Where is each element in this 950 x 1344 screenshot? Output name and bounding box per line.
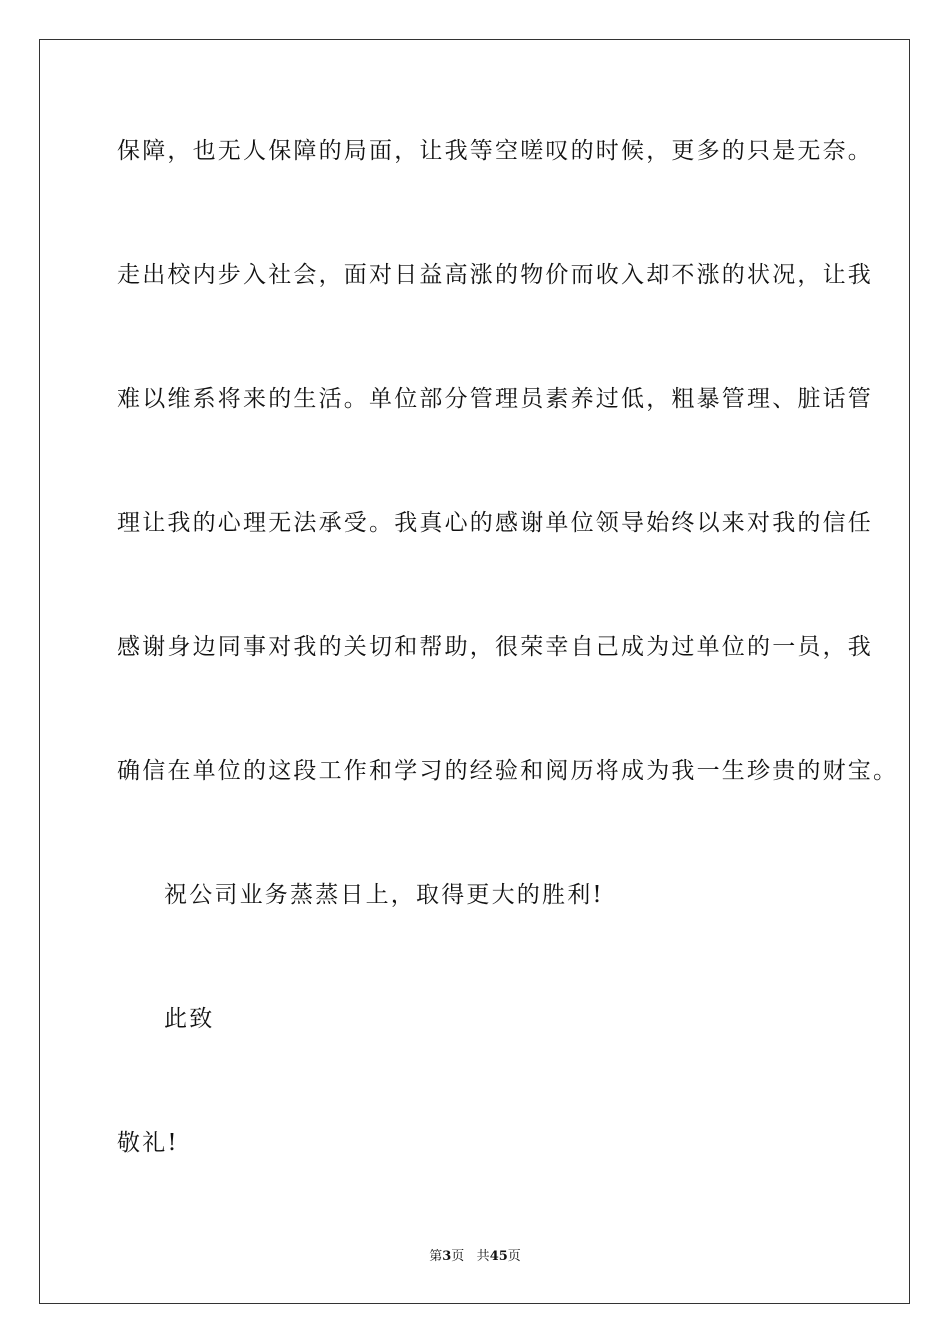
page-suffix: 页 xyxy=(451,1249,465,1264)
body-line-4: 理让我的心理无法承受。我真心的感谢单位领导始终以来对我的信任 xyxy=(117,510,873,536)
body-line-6: 确信在单位的这段工作和学习的经验和阅历将成为我一生珍贵的财宝。 xyxy=(117,758,899,784)
total-prefix: 共 xyxy=(476,1249,490,1264)
body-line-3: 难以维系将来的生活。单位部分管理员素养过低，粗暴管理、脏话管 xyxy=(117,386,873,412)
body-line-1: 保障，也无人保障的局面，让我等空嗟叹的时候，更多的只是无奈。 xyxy=(117,138,873,164)
page-prefix: 第 xyxy=(429,1249,443,1264)
total-pages-number: 45 xyxy=(489,1249,508,1264)
body-line-5: 感谢身边同事对我的关切和帮助，很荣幸自己成为过单位的一员，我 xyxy=(117,634,873,660)
body-line-2: 走出校内步入社会，面对日益高涨的物价而收入却不涨的状况，让我 xyxy=(117,262,873,288)
page-footer xyxy=(0,1248,950,1266)
salutation-cizhi: 此致 xyxy=(164,1006,215,1032)
total-suffix: 页 xyxy=(507,1249,521,1264)
current-page-number: 3 xyxy=(442,1249,452,1264)
page-border xyxy=(39,39,910,1304)
salutation-jingli: 敬礼! xyxy=(117,1130,179,1156)
closing-wish: 祝公司业务蒸蒸日上，取得更大的胜利! xyxy=(164,882,604,908)
